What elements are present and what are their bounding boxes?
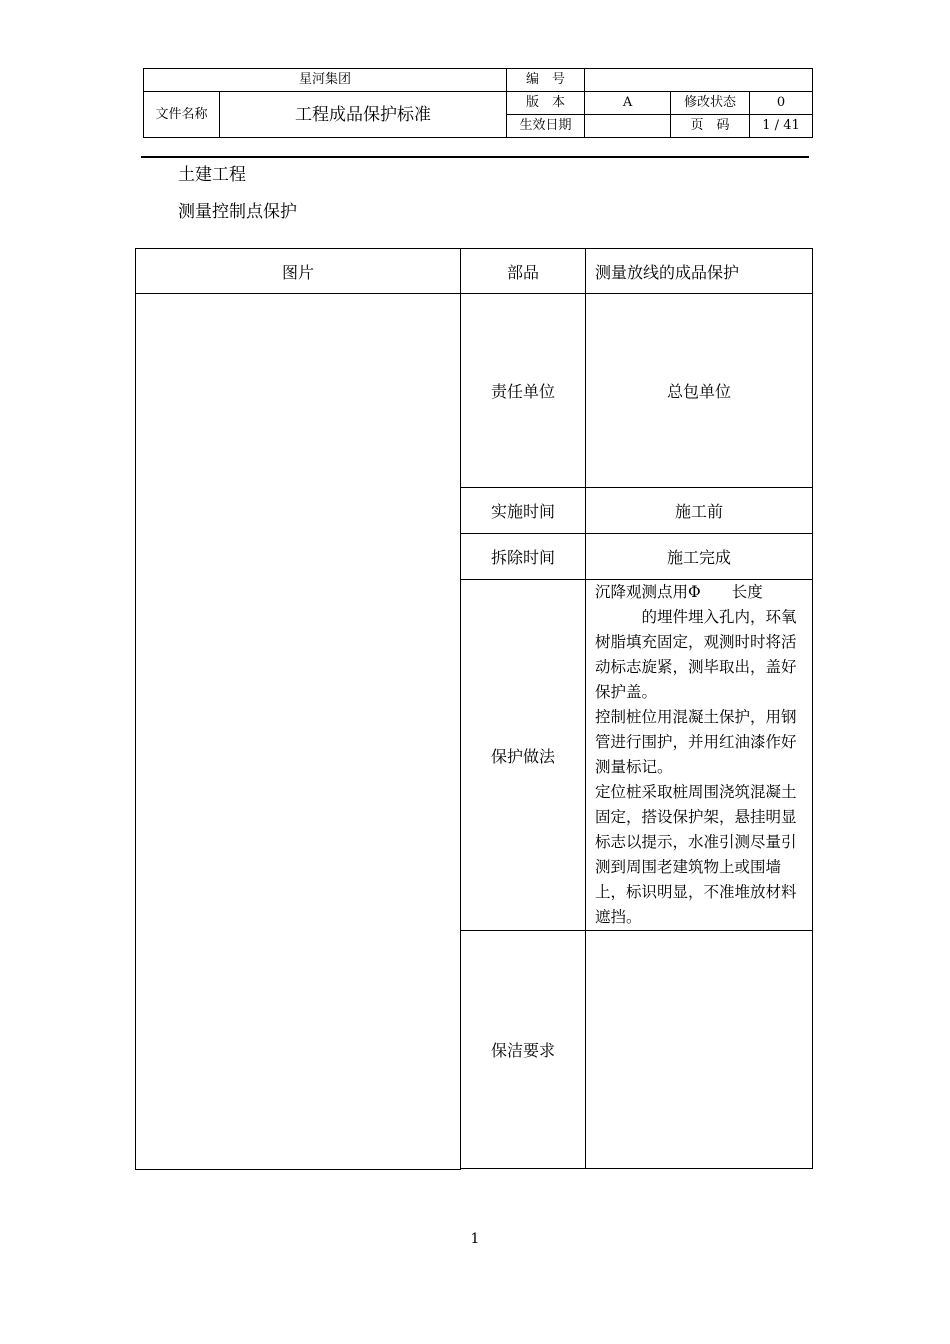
number-value <box>585 69 813 92</box>
row-label-responsible: 责任单位 <box>461 294 586 488</box>
page-number: 1 <box>470 1231 480 1247</box>
row-label-method: 保护做法 <box>461 580 586 931</box>
company-name: 星河集团 <box>144 69 507 92</box>
file-name-label: 文件名称 <box>144 92 220 138</box>
number-label: 编 号 <box>507 69 585 92</box>
header-divider <box>141 156 809 158</box>
row-value-cleaning <box>586 931 813 1169</box>
version-label: 版 本 <box>507 92 585 115</box>
method-paragraph-1: 的埋件埋入孔内，环氧树脂填充固定，观测时时将活动标志旋紧，测毕取出，盖好保护盖。 <box>595 608 797 701</box>
protection-method-text <box>586 580 813 931</box>
revision-value: 0 <box>750 92 813 115</box>
row-value-implement-time: 施工前 <box>586 488 813 534</box>
row-value-responsible: 总包单位 <box>586 294 813 488</box>
col-picture-header: 图片 <box>136 249 461 294</box>
subsection-heading: 测量控制点保护 <box>178 202 297 222</box>
revision-label: 修改状态 <box>671 92 750 115</box>
row-label-cleaning: 保洁要求 <box>461 931 586 1169</box>
page-value: 1 / 41 <box>750 115 813 138</box>
section-heading: 土建工程 <box>178 165 246 185</box>
page-label: 页 码 <box>671 115 750 138</box>
spacer <box>586 1169 813 1170</box>
col-part-header: 部品 <box>461 249 586 294</box>
row-label-implement-time: 实施时间 <box>461 488 586 534</box>
row-value-removal-time: 施工完成 <box>586 534 813 580</box>
version-value: A <box>585 92 671 115</box>
method-paragraph-1-line-1: 沉降观测点用Φ 长度 <box>595 583 763 601</box>
method-paragraph-2: 控制桩位用混凝土保护，用钢管进行围护，并用红油漆作好测量标记。 <box>595 708 797 776</box>
protection-table <box>135 248 813 1170</box>
picture-cell <box>136 294 461 1170</box>
method-paragraph-3: 定位桩采取桩周围浇筑混凝土固定，搭设保护架，悬挂明显标志以提示，水准引测尽量引测到周围老建筑物上或围墙上，标识明显，不准堆放材料遮挡。 <box>595 783 797 926</box>
effective-date-label: 生效日期 <box>507 115 585 138</box>
part-value: 测量放线的成品保护 <box>586 249 813 294</box>
row-label-removal-time: 拆除时间 <box>461 534 586 580</box>
effective-date-value <box>585 115 671 138</box>
document-header <box>143 68 813 138</box>
doc-title: 工程成品保护标准 <box>220 92 507 138</box>
spacer <box>461 1169 586 1170</box>
